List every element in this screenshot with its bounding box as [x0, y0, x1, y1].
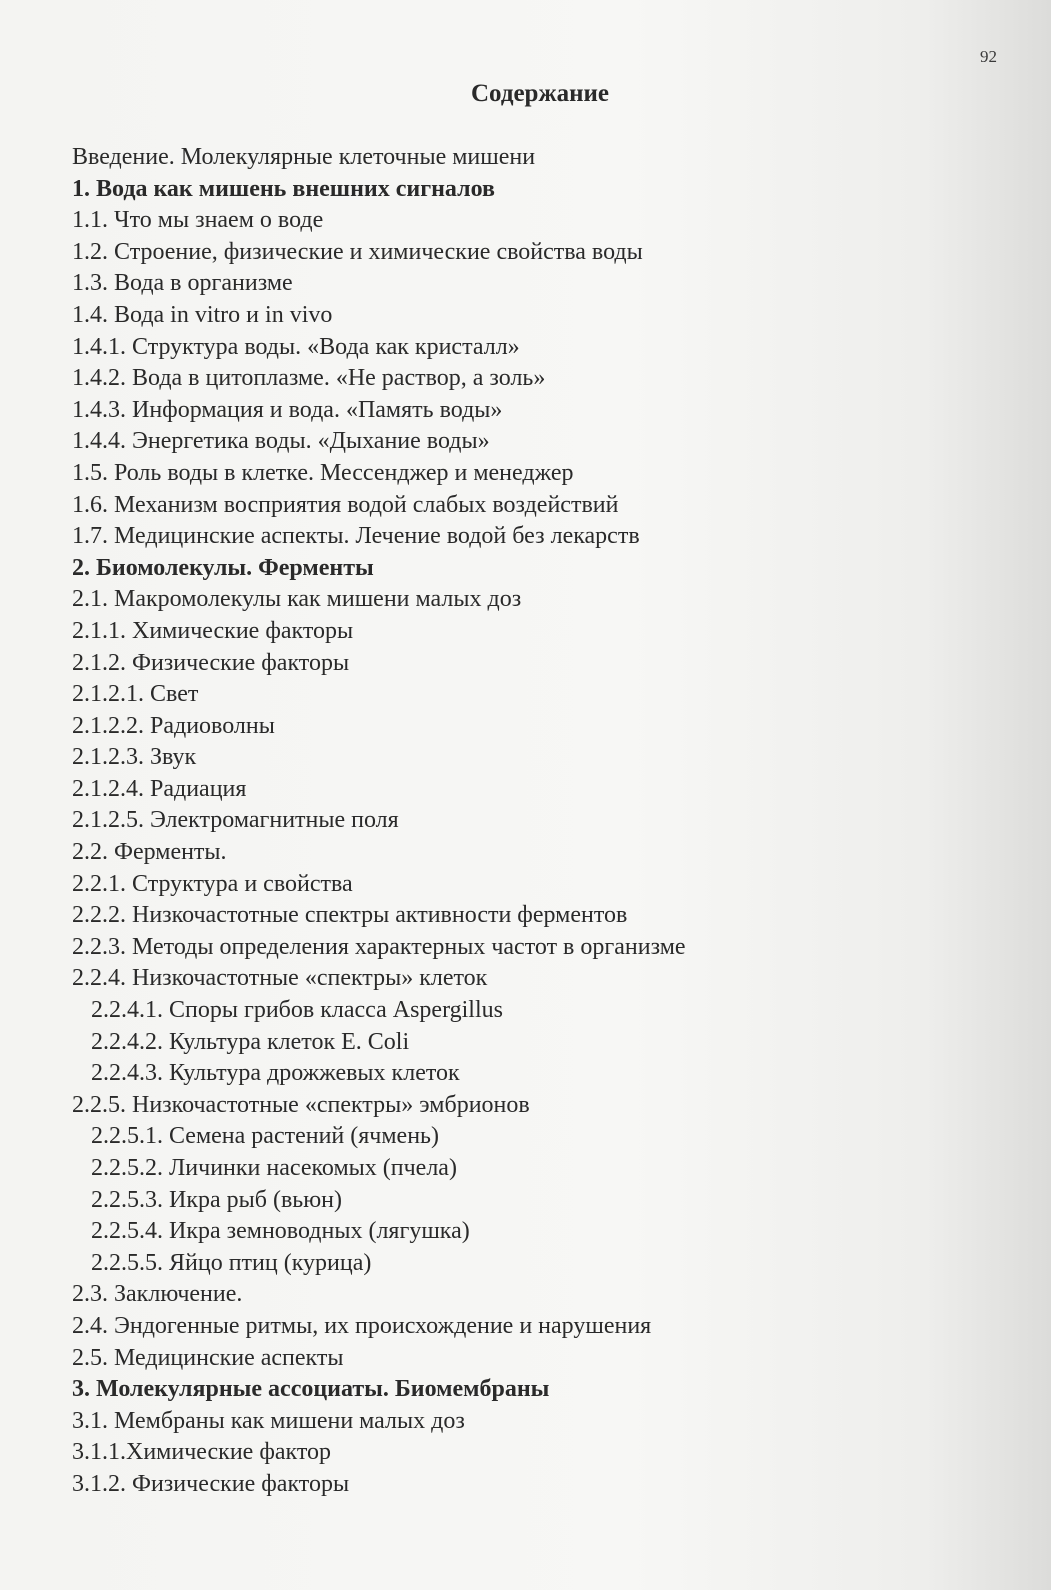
toc-entry: 2.2.1. Структура и свойства [72, 870, 353, 897]
toc-entry: 2.4. Эндогенные ритмы, их происхождение и нарушения [72, 1312, 652, 1339]
toc-entry: 2.1.2.4. Радиация [72, 775, 247, 802]
toc-entry: 2.1.2. Физические факторы [72, 649, 350, 676]
toc-entry: 1. Вода как мишень внешних сигналов [72, 175, 495, 202]
toc-entry: 2.2.4. Низкочастотные «спектры» клеток [72, 965, 488, 992]
toc-entry: 2.2.4.2. Культура клеток E. Coli [91, 1028, 410, 1055]
page-number: 92 [980, 47, 997, 66]
toc-entry: Введение. Молекулярные клеточные мишени [72, 144, 536, 170]
toc-entry: 1.4. Вода in vitro и in vivo [72, 301, 333, 328]
toc-entry: 2.2.5.4. Икра земноводных (лягушка) [91, 1218, 470, 1245]
toc-entry: 1.4.4. Энергетика воды. «Дыхание воды» [72, 428, 490, 455]
toc-entry: 2.2.4.3. Культура дрожжевых клеток [91, 1060, 460, 1087]
toc-entry: 2.5. Медицинские аспекты [72, 1344, 344, 1371]
toc-entry: 2.1.2.3. Звук [72, 744, 197, 771]
toc-entry: 2.2.5.3. Икра рыб (вьюн) [91, 1186, 343, 1213]
toc-entry: 2.2.5.5. Яйцо птиц (курица) [91, 1249, 372, 1276]
table-of-contents [72, 142, 686, 1501]
toc-entry: 1.4.2. Вода в цитоплазме. «Не раствор, а золь» [72, 365, 546, 392]
toc-entry: 2.3. Заключение. [72, 1281, 243, 1308]
toc-entry: 3.1.1.Химические фактор [72, 1439, 332, 1466]
toc-entry: 1.3. Вода в организме [72, 270, 293, 297]
toc-entry: 2.1.2.5. Электромагнитные поля [72, 807, 399, 834]
toc-entry: 2.2.3. Методы определения характерных частот в организме [72, 933, 686, 960]
toc-entry: 2.1. Макромолекулы как мишени малых доз [72, 586, 522, 613]
toc-entry: 2.1.2.2. Радиоволны [72, 712, 275, 739]
toc-entry: 1.1. Что мы знаем о воде [72, 207, 324, 234]
toc-entry: 2.2.5.1. Семена растений (ячмень) [91, 1123, 439, 1150]
toc-entry: 2.2.5.2. Личинки насекомых (пчела) [91, 1155, 457, 1181]
toc-entry: 3. Молекулярные ассоциаты. Биомембраны [72, 1376, 550, 1403]
toc-entry: 2. Биомолекулы. Ферменты [72, 554, 374, 581]
toc-entry: 1.2. Строение, физические и химические свойства воды [72, 238, 643, 265]
toc-entry: 2.2.4.1. Споры грибов класса Aspergillus [91, 997, 503, 1024]
toc-entry: 1.5. Роль воды в клетке. Мессенджер и менеджер [72, 459, 574, 486]
toc-entry: 1.4.1. Структура воды. «Вода как кристалл» [72, 333, 520, 360]
toc-entry: 1.4.3. Информация и вода. «Память воды» [72, 396, 503, 423]
toc-entry: 1.7. Медицинские аспекты. Лечение водой без лекарств [72, 523, 640, 550]
toc-entry: 2.1.2.1. Свет [72, 681, 199, 708]
toc-entry: 2.2.5. Низкочастотные «спектры» эмбрионов [72, 1091, 530, 1118]
toc-entry: 3.1.2. Физические факторы [72, 1470, 350, 1497]
toc-entry: 2.2. Ферменты. [72, 839, 227, 866]
toc-entry: 1.6. Механизм восприятия водой слабых воздействий [72, 491, 619, 518]
toc-entry: 3.1. Мембраны как мишени малых доз [72, 1407, 465, 1434]
toc-entry: 2.1.1. Химические факторы [72, 617, 354, 644]
toc-title: Содержание [470, 80, 609, 107]
toc-entry: 2.2.2. Низкочастотные спектры активности ферментов [72, 902, 628, 929]
